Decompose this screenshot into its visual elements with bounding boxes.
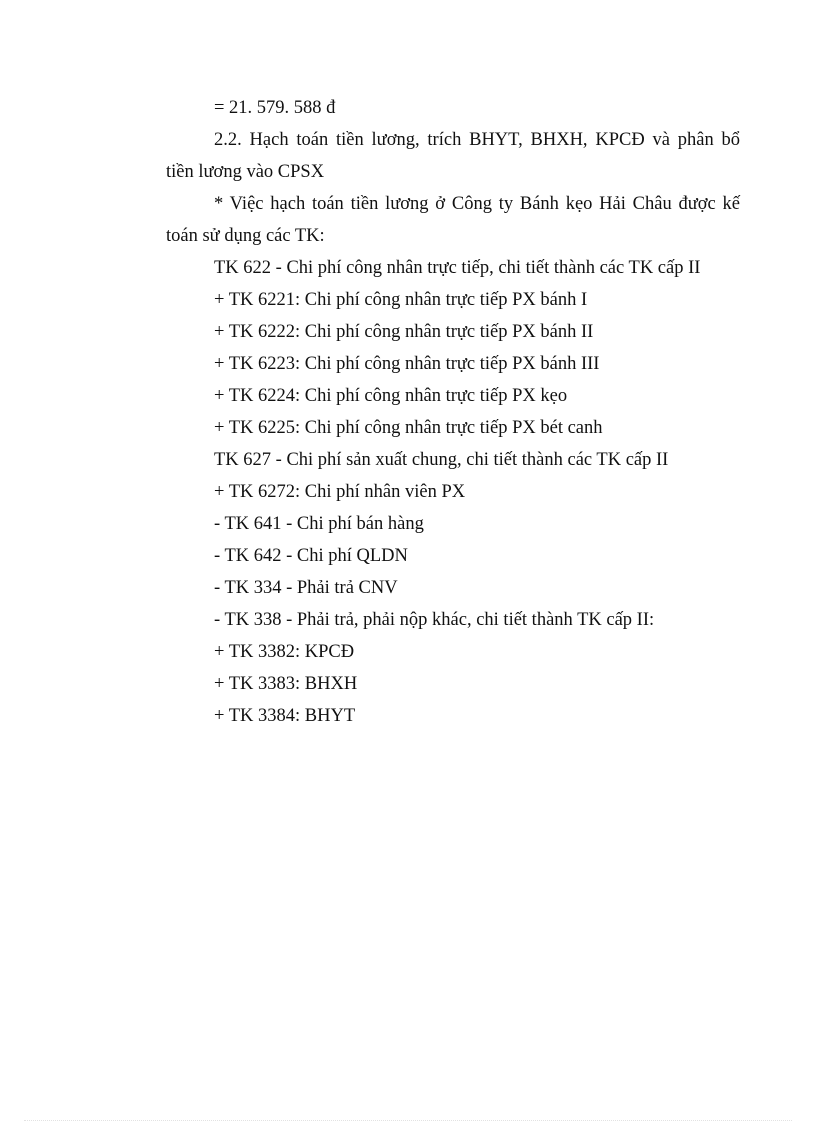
account-6224-line: + TK 6224: Chi phí công nhân trực tiếp PX kẹo <box>214 386 568 406</box>
account-627-line: TK 627 - Chi phí sản xuất chung, chi tiết thành các TK cấp II <box>214 450 669 470</box>
account-6225-line: + TK 6225: Chi phí công nhân trực tiếp PX bét canh <box>214 418 603 438</box>
total-amount-line: = 21. 579. 588 đ <box>214 98 336 118</box>
account-338-line: - TK 338 - Phải trả, phải nộp khác, chi tiết thành TK cấp II: <box>214 610 655 630</box>
account-3382-line: + TK 3382: KPCĐ <box>214 642 355 662</box>
account-6221-line: + TK 6221: Chi phí công nhân trực tiếp PX bánh I <box>214 290 588 310</box>
page-bottom-divider <box>24 1120 792 1121</box>
intro-paragraph-line-2: toán sử dụng các TK: <box>166 226 325 246</box>
section-heading-text-1: 2.2. Hạch toán tiền lương, trích BHYT, BHXH, KPCĐ và phân bổ <box>214 130 740 150</box>
account-641-line: - TK 641 - Chi phí bán hàng <box>214 514 424 534</box>
account-6272-line: + TK 6272: Chi phí nhân viên PX <box>214 482 466 502</box>
account-6223-line: + TK 6223: Chi phí công nhân trực tiếp PX bánh III <box>214 354 600 374</box>
account-622-line: TK 622 - Chi phí công nhân trực tiếp, chi tiết thành các TK cấp II <box>214 258 701 278</box>
account-642-line: - TK 642 - Chi phí QLDN <box>214 546 408 566</box>
intro-paragraph-text-1: * Việc hạch toán tiền lương ở Công ty Bánh kẹo Hải Châu được kế <box>214 194 740 214</box>
section-heading-line-2: tiền lương vào CPSX <box>166 162 325 182</box>
account-3384-line: + TK 3384: BHYT <box>214 706 356 726</box>
intro-paragraph-line-1 <box>166 188 740 220</box>
account-6222-line: + TK 6222: Chi phí công nhân trực tiếp PX bánh II <box>214 322 594 342</box>
account-3383-line: + TK 3383: BHXH <box>214 674 358 694</box>
document-body <box>166 92 740 732</box>
section-heading-line-1 <box>166 124 740 156</box>
account-334-line: - TK 334 - Phải trả CNV <box>214 578 398 598</box>
